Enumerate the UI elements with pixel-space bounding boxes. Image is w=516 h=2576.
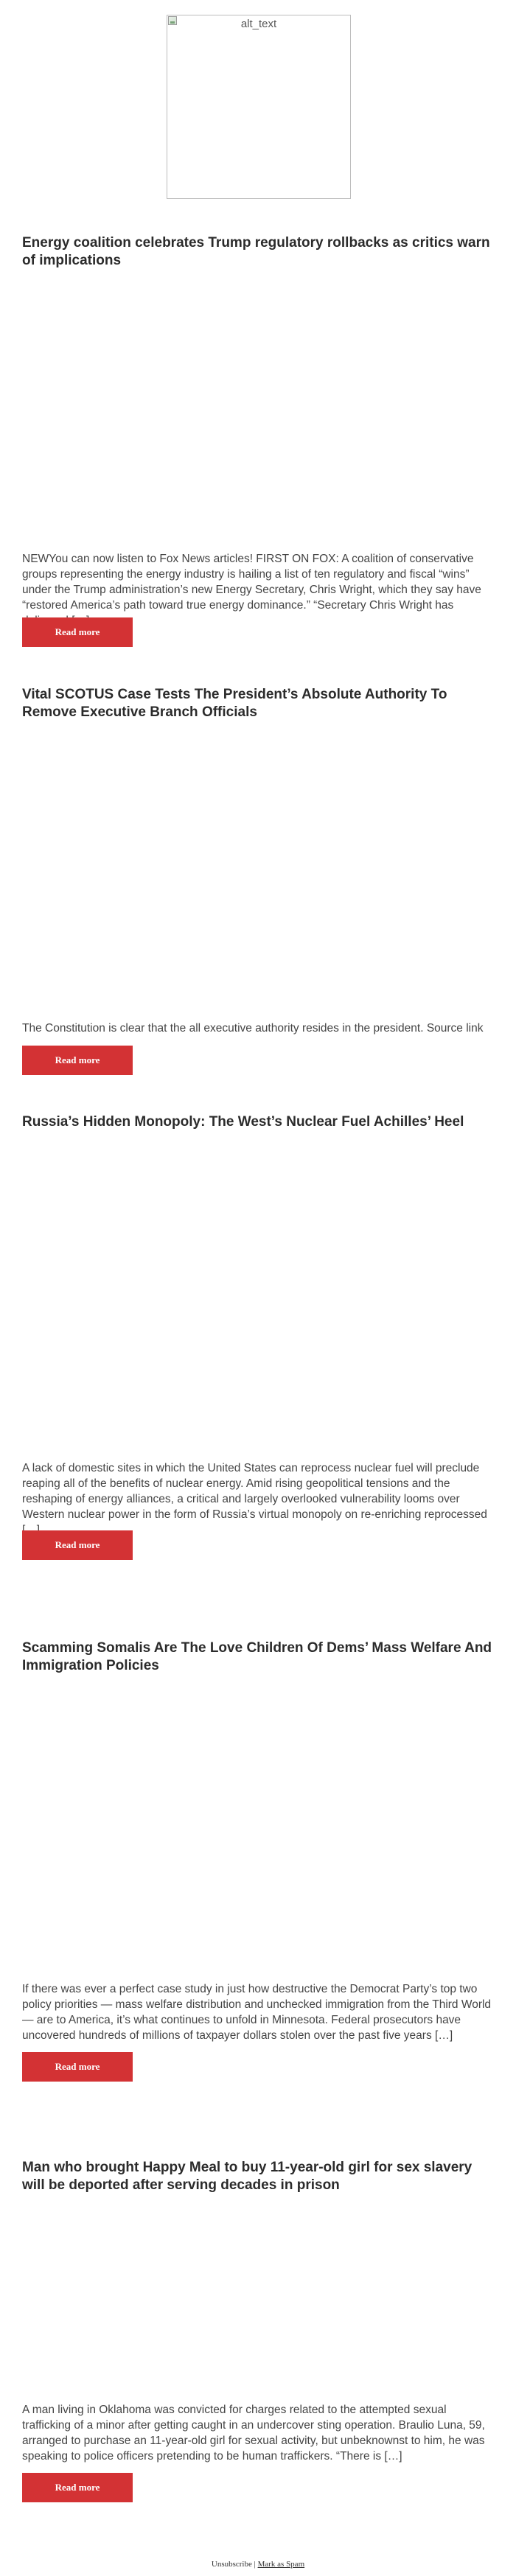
article-card	[22, 686, 494, 1099]
article-card	[22, 1639, 494, 2096]
article-excerpt: A lack of domestic sites in which the United States can reprocess nuclear fuel will preclude reaping all of the benefits of nuclear energy. Amid rising geopolitical tensions and the reshaping of energy alliances, a critical and largely overlooked vulnerability looms over Western nuclear power in the form of Russia’s virtual monopoly on re-enriching reprocessed	[22, 1462, 487, 1521]
logo-alt-text: alt_text	[240, 18, 277, 30]
article-title[interactable]: Vital SCOTUS Case Tests The President’s Absolute Authority To Remove Executive Branch Officials	[22, 687, 447, 720]
email-footer	[0, 2560, 516, 2569]
footer-separator: |	[254, 2560, 256, 2569]
article-image[interactable]	[22, 1140, 494, 1435]
article-card	[22, 1113, 494, 1570]
article-image[interactable]	[22, 724, 494, 1012]
article-excerpt: NEWYou can now listen to Fox News articles! FIRST ON FOX: A coalition of conservative groups representing the energy industry is hailing a list of ten regulatory and fiscal “wins” under the Trump administration’s new Energy Secretary, Chris Wright, which they say have “restored America’s path toward true energy dominance.” “Secretary Chris Wright has	[22, 553, 481, 612]
read-more-button[interactable]: Read more	[22, 1530, 133, 1560]
article-title[interactable]: Scamming Somalis Are The Love Children Of Dems’ Mass Welfare And Immigration Policies	[22, 1640, 492, 1673]
article-excerpt: A man living in Oklahoma was convicted for charges related to the attempted sexual trafficking of a minor after getting caught in an undercover sting operation. Braulio Luna, 59, arranged to purchase an 11-year-old girl for sexual activity, but unbeknownst to him, he was speaking to police officers pretending to be human traffickers. “There is […]	[22, 2404, 485, 2463]
article-title[interactable]: Man who brought Happy Meal to buy 11-year-old girl for sex slavery will be deported after serving decades in prison	[22, 2160, 473, 2193]
article-excerpt: If there was ever a perfect case study in just how destructive the Democrat Party’s top two policy priorities — mass welfare distribution and unchecked immigration from the Third World — are to America, it’s what continues to unfold in Minnesota. Federal prosecutors have uncovered hundreds of millions of taxpayer dollars stolen over the past five years […]	[22, 1983, 492, 2042]
unsubscribe-link[interactable]: Unsubscribe	[211, 2560, 252, 2569]
read-more-button[interactable]: Read more	[22, 2052, 133, 2082]
article-title[interactable]: Energy coalition celebrates Trump regulatory rollbacks as critics warn of implications	[22, 235, 490, 268]
article-image[interactable]	[22, 1678, 494, 1987]
read-more-button[interactable]: Read more	[22, 1046, 133, 1075]
article-image[interactable]	[22, 2197, 494, 2411]
article-title[interactable]: Russia’s Hidden Monopoly: The West’s Nuclear Fuel Achilles’ Heel	[22, 1114, 464, 1130]
read-more-button[interactable]: Read more	[22, 2473, 133, 2502]
mark-as-spam-link[interactable]: Mark as Spam	[257, 2560, 305, 2569]
newsletter-logo-image	[167, 15, 351, 199]
article-card	[22, 234, 494, 706]
article-image[interactable]	[22, 273, 494, 545]
article-card	[22, 2159, 494, 2527]
read-more-button[interactable]: Read more	[22, 617, 133, 647]
article-excerpt: The Constitution is clear that the all executive authority resides in the president. Source link	[22, 1022, 484, 1035]
